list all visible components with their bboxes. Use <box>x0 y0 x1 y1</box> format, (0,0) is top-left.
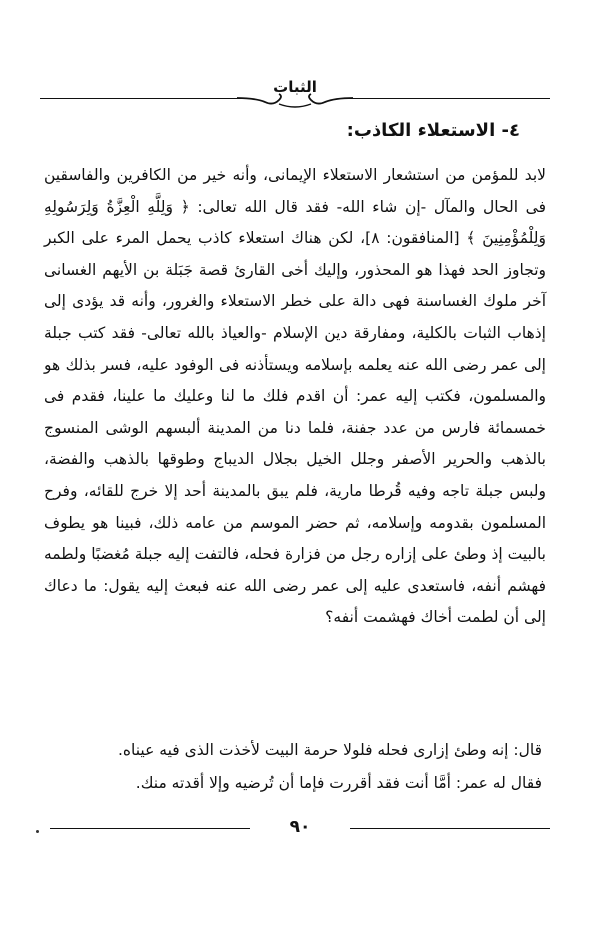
header-rule-left <box>40 98 250 99</box>
section-heading: ٤- الاستعلاء الكاذب: <box>346 120 520 141</box>
page-header <box>40 78 550 112</box>
running-title: الثبات <box>273 78 317 96</box>
header-rule-right <box>340 98 550 99</box>
main-paragraph: لابد للمؤمن من استشعار الاستعلاء الإيمانى، وأنه خير من الكافرين والفاسقين فى الحال والمآل -إن شاء الله- فقد قال الله تعالى: ﴿ وَلِلَّهِ الْعِزَّةُ وَلِرَسُولِهِ وَلِلْمُؤْمِنِينَ ﴾ [المنافقون: ٨]، لكن هناك استعلاء كاذب يحمل المرء على الكبر وتجاوز الحد فهذا هو المحذور، وإليك أخى القارئ قصة جَبَلة بن الأيهم الغسانى آخر ملوك الغساسنة فهى دالة على خطر الاستعلاء والغرور، وأنه قد يؤدى إلى إذهاب الثبات بالكلية، ومفارقة دين الإسلام -والعياذ بالله تعالى- فقد كتب جبلة إلى عمر رضى الله عنه يعلمه بإسلامه ويستأذنه فى الوفود عليه، فسر بذلك هو والمسلمون، فكتب إليه عمر: أن اقدم فلك ما لنا وعليك ما علينا، فقدم فى خمسمائة فارس من عدد جفنة، فلما دنا من المدينة ألبسهم الوشى المنسوج بالذهب والحرير الأصفر وجلل الخيل بجلال الديباج وطوقها بالذهب والفضة، ولبس جبلة تاجه وفيه قُرطا مارية، فلم يبق بالمدينة أحد إلا خرج للقائه، وفرح المسلمون بقدومه وإسلامه، ثم حضر الموسم من عامه ذلك، فبينا هو يطوف بالبيت إذ وطئ على إزاره رجل من فزارة فحله، فالتفت إليه جبلة مُغضبًا ولطمه فهشم أنفه، فاستعدى عليه إلى عمر رضى الله عنه فبعث إليه يقول: ما دعاك إلى أن لطمت أخاك فهشمت أنفه؟ <box>44 166 546 627</box>
dialogue-line-jabala: قال: إنه وطئ إزارى فحله فلولا حرمة البيت لأخذت الذى فيه عيناه. <box>117 741 542 759</box>
page-footer <box>50 815 550 845</box>
dialogue-line-umar: فقال له عمر: أمَّا أنت فقد أقررت فإما أن تُرضيه وإلا أقدته منك. <box>135 774 542 792</box>
page-number: ٩٠ <box>289 817 311 837</box>
scan-speck <box>36 830 39 833</box>
